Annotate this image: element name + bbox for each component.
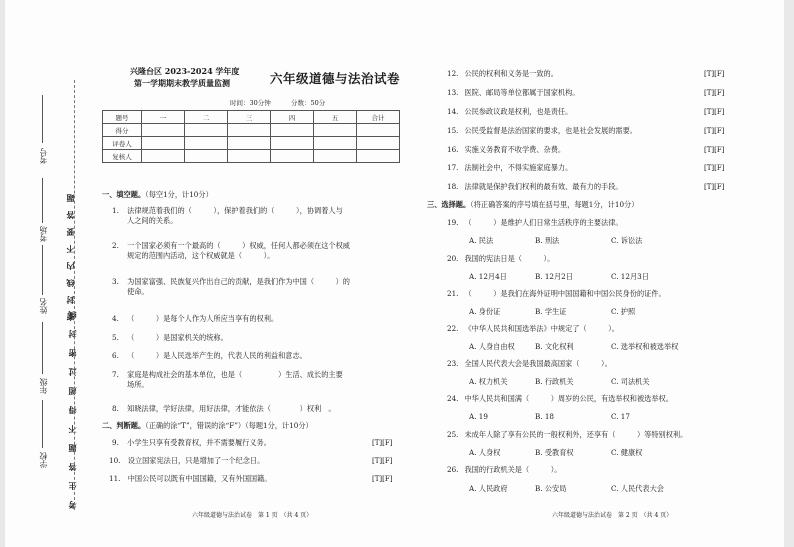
question-number: 6.: [112, 351, 119, 360]
question-text: （ ）是我们在海外证明中国国籍和中国公民身份的证件。: [464, 289, 666, 298]
question-number: 1.: [112, 206, 119, 215]
score-cell[interactable]: [228, 150, 271, 163]
section-title: 一、填空题。: [102, 190, 146, 199]
question-text: 场所。: [127, 380, 149, 389]
question-26: [447, 465, 561, 475]
exceed-warning: 考生答题不得超过密封线: [67, 300, 77, 509]
question-number: 2.: [112, 241, 119, 250]
tf-answer-box[interactable]: [T][F]: [704, 183, 725, 191]
question-text: （ ）是每个人作为人所应当享有的权利。: [127, 314, 279, 323]
tf-answer-box[interactable]: [T][F]: [372, 439, 393, 447]
option-c[interactable]: C. 12月3日: [611, 272, 649, 281]
question-text: 中华人民共和国满（ ）周岁的公民，有选举权和被选举权。: [464, 394, 673, 403]
score-row: [103, 150, 400, 163]
kaochang-line: [42, 178, 43, 223]
question-number: 17.: [447, 163, 459, 172]
question-22: [447, 324, 619, 334]
tf-answer-box[interactable]: [T][F]: [704, 108, 725, 116]
score-cell[interactable]: [185, 137, 228, 150]
score-head-cell: 合计: [357, 111, 400, 124]
nianji-line: [42, 322, 43, 374]
option-b[interactable]: B. 受教育权: [535, 448, 574, 457]
page-footer-2: 六年级道德与法治试卷 第 2 页 （共 4 页）: [552, 512, 673, 519]
option-a[interactable]: A. 人身权: [469, 448, 501, 457]
option-c[interactable]: C. 诉讼法: [611, 236, 643, 245]
question-number: 26.: [447, 465, 459, 474]
question-11: [109, 474, 272, 484]
xingming-label: 姓名: [39, 298, 48, 314]
question-25: [447, 430, 687, 440]
option-b[interactable]: B. 18: [535, 412, 554, 421]
section-title: 三、选择题。: [427, 200, 471, 209]
question-text: （ ）是人民选举产生的，代表人民的利益和意志。: [127, 351, 307, 360]
question-4: [112, 314, 278, 324]
section-note: （正确的涂“T”，错误的涂“F”）（每题1分，计10分）: [145, 421, 313, 430]
question-text: 公民参政议政是权利，也是责任。: [464, 107, 573, 116]
score-cell[interactable]: [314, 137, 357, 150]
scan-shadow-right: [784, 0, 794, 547]
score-cell[interactable]: [142, 150, 185, 163]
question-number: 15.: [447, 126, 459, 135]
time-limit: 时间：30分钟: [230, 99, 271, 107]
question-number: 3.: [112, 277, 119, 286]
option-b[interactable]: B. 行政机关: [535, 377, 574, 386]
section-true-false-title: [102, 421, 313, 431]
option-c[interactable]: C. 选举权和被选举权: [611, 342, 679, 351]
question-10: [109, 456, 264, 466]
question-number: 19.: [447, 218, 459, 227]
score-row: [103, 137, 400, 150]
score-cell[interactable]: [314, 124, 357, 137]
question-text: 人之间的关系。: [127, 216, 178, 225]
question-text: 实施义务教育不收学费、杂费。: [464, 145, 566, 154]
question-number: 20.: [447, 254, 459, 263]
option-c[interactable]: C. 司法机关: [611, 377, 650, 386]
district-year: 兴隆台区 2023-2024 学年度: [130, 66, 240, 76]
term-title: 第一学期期末教学质量监测: [134, 78, 230, 88]
section-choice-title: [427, 200, 638, 210]
option-c[interactable]: C. 17: [611, 412, 630, 421]
section-title: 二、判断题。: [102, 421, 146, 430]
question-number: 21.: [447, 289, 459, 298]
question-17: [447, 163, 572, 173]
question-number: 9.: [112, 438, 119, 447]
question-12: [447, 69, 558, 79]
question-number: 18.: [447, 182, 459, 191]
score-cell[interactable]: [357, 137, 400, 150]
question-text: 医院、邮局等单位都属于国家机构。: [464, 88, 580, 97]
tf-answer-box[interactable]: [T][F]: [372, 457, 393, 465]
score-row: [103, 124, 400, 137]
score-head-cell: 二: [185, 111, 228, 124]
question-number: 16.: [447, 145, 459, 154]
option-c[interactable]: C. 护照: [611, 307, 636, 316]
xuexiao-line: [42, 400, 43, 448]
question-text: 小学生只享有受教育权，并不需要履行义务。: [127, 438, 271, 447]
tf-answer-box[interactable]: [T][F]: [704, 127, 725, 135]
question-text: 公民的权利和义务是一致的。: [464, 69, 558, 78]
tf-answer-box[interactable]: [T][F]: [372, 475, 393, 483]
tf-answer-box[interactable]: [T][F]: [704, 89, 725, 97]
option-c[interactable]: C. 人民代表大会: [611, 484, 664, 493]
option-a[interactable]: A. 人民政府: [469, 484, 508, 493]
exam-header: [120, 66, 420, 106]
question-number: 4.: [112, 314, 119, 323]
option-a[interactable]: A. 19: [469, 412, 488, 421]
scan-shadow-left: [0, 0, 5, 547]
score-cell[interactable]: [314, 150, 357, 163]
question-2: [112, 241, 350, 261]
question-18: [447, 182, 623, 192]
question-text: 设立国家宪法日，只是增加了一个纪念日。: [127, 456, 265, 465]
question-text: 一个国家必须有一个最高的（ ）权威，任何人都必须在这个权威: [127, 241, 350, 250]
score-row-label: 复核人: [103, 150, 142, 163]
exam-title: 六年级道德与法治试卷: [270, 71, 401, 86]
tf-answer-box[interactable]: [T][F]: [704, 146, 725, 154]
score-cell[interactable]: [185, 124, 228, 137]
question-text: 《中华人民共和国选举法》中规定了（ ）。: [464, 324, 619, 333]
score-cell[interactable]: [357, 124, 400, 137]
score-table-head: [103, 111, 400, 124]
xuexiao-label: 学校: [39, 452, 48, 468]
question-text: 公民受监督是法治国家的要求，也是社会发展的需要。: [464, 126, 637, 135]
tf-answer-box[interactable]: [T][F]: [704, 164, 725, 172]
question-7: [112, 370, 343, 390]
total-score: 分数：50分: [290, 99, 326, 107]
option-a[interactable]: A. 人身自由权: [469, 342, 515, 351]
section-note: （每空1分，计10分）: [145, 190, 213, 199]
question-text: 全国人民代表大会是我国最高国家（ ）。: [464, 359, 612, 368]
score-head-cell: 五: [314, 111, 357, 124]
question-20: [447, 254, 554, 264]
question-text: 我国的行政机关是（ ）。: [464, 465, 562, 474]
question-number: 10.: [109, 456, 121, 465]
question-3: [112, 277, 350, 297]
question-text: 法制社会中，不得实施家庭暴力。: [464, 163, 573, 172]
question-16: [447, 145, 565, 155]
question-number: 5.: [112, 333, 119, 342]
question-number: 11.: [109, 474, 121, 483]
question-number: 7.: [112, 370, 119, 379]
exam-meta: [230, 98, 325, 107]
seal-dashed-line: [74, 80, 75, 510]
question-13: [447, 88, 579, 98]
question-number: 14.: [447, 107, 459, 116]
question-number: 8.: [112, 404, 119, 413]
score-cell[interactable]: [142, 124, 185, 137]
question-text: 使命。: [127, 287, 149, 296]
score-head-cell: 题号: [103, 111, 142, 124]
option-b[interactable]: B. 文化权利: [535, 342, 574, 351]
score-cell[interactable]: [271, 137, 314, 150]
score-head-cell: 一: [142, 111, 185, 124]
question-1: [112, 206, 343, 226]
question-14: [447, 107, 572, 117]
option-a[interactable]: A. 12月4日: [469, 272, 507, 281]
question-text: 知晓法律，学好法律，用好法律，才能依法（ ）权利 。: [127, 404, 336, 413]
question-number: 13.: [447, 88, 459, 97]
score-cell[interactable]: [357, 150, 400, 163]
question-text: 为国家富强、民族复兴作出自己的贡献，是我们作为中国（ ）的: [127, 277, 350, 286]
question-number: 22.: [447, 324, 459, 333]
score-row-label: 得分: [103, 124, 142, 137]
score-cell[interactable]: [185, 150, 228, 163]
question-text: 未成年人除了享有公民的一般权利外，还享有（ ）等特别权利。: [464, 430, 688, 439]
score-cell[interactable]: [271, 124, 314, 137]
question-text: 家庭是构成社会的基本单位，也是（ ）生活、成长的主要: [127, 370, 343, 379]
question-6: [112, 351, 307, 361]
question-5: [112, 333, 228, 343]
seal-warning: 密封线内不要答题: [65, 185, 75, 321]
kaohao-label: 考号: [39, 148, 48, 164]
option-a[interactable]: A. 权力机关: [469, 377, 508, 386]
score-cell[interactable]: [271, 150, 314, 163]
option-b[interactable]: B. 学生证: [535, 307, 567, 316]
option-b[interactable]: B. 公安局: [535, 484, 567, 493]
score-table: [102, 110, 400, 163]
option-b[interactable]: B. 刑法: [535, 236, 560, 245]
question-number: 23.: [447, 359, 459, 368]
score-head-cell: 四: [271, 111, 314, 124]
page-footer-1: 六年级道德与法治试卷 第 1 页 （共 4 页）: [192, 512, 313, 519]
question-23: [447, 359, 612, 369]
question-text: （ ）是维护人们日常生活秩序的主要法律。: [464, 218, 623, 227]
nianji-label: 年级: [39, 378, 48, 394]
xingming-line: [42, 245, 43, 295]
question-text: 法律就是保护我们权利的最有效、最有力的手段。: [464, 182, 623, 191]
question-number: 24.: [447, 394, 459, 403]
question-21: [447, 289, 666, 299]
question-15: [447, 126, 637, 136]
score-cell[interactable]: [228, 124, 271, 137]
section-fill-blank-title: [102, 190, 213, 200]
question-24: [447, 394, 673, 404]
option-a[interactable]: A. 身份证: [469, 307, 501, 316]
option-a[interactable]: A. 民法: [469, 236, 494, 245]
tf-answer-box[interactable]: [T][F]: [704, 70, 725, 78]
question-8: [112, 404, 336, 414]
question-text: 我国的宪法日是（ ）。: [464, 254, 555, 263]
question-text: 中国公民可以既有中国国籍，又有外国国籍。: [127, 474, 272, 483]
question-text: 规定的范围内活动，这个权威就是（ ）。: [127, 251, 275, 260]
kaochang-label: 考场: [39, 226, 48, 242]
question-9: [112, 438, 271, 448]
question-text: （ ）是国家机关的统称。: [127, 333, 228, 342]
option-b[interactable]: B. 12月2日: [535, 272, 573, 281]
score-row-label: 评卷人: [103, 137, 142, 150]
question-number: 25.: [447, 430, 459, 439]
option-c[interactable]: C. 健康权: [611, 448, 643, 457]
question-text: 法律规范着我们的（ ），保护着我们的（ ），协调着人与: [127, 206, 343, 215]
score-cell[interactable]: [142, 137, 185, 150]
kaohao-line: [42, 95, 43, 143]
score-head-cell: 三: [228, 111, 271, 124]
score-cell[interactable]: [228, 137, 271, 150]
question-19: [447, 218, 623, 228]
section-note: （将正确答案的序号填在括号里，每题1分，计10分）: [470, 200, 639, 209]
question-number: 12.: [447, 69, 459, 78]
